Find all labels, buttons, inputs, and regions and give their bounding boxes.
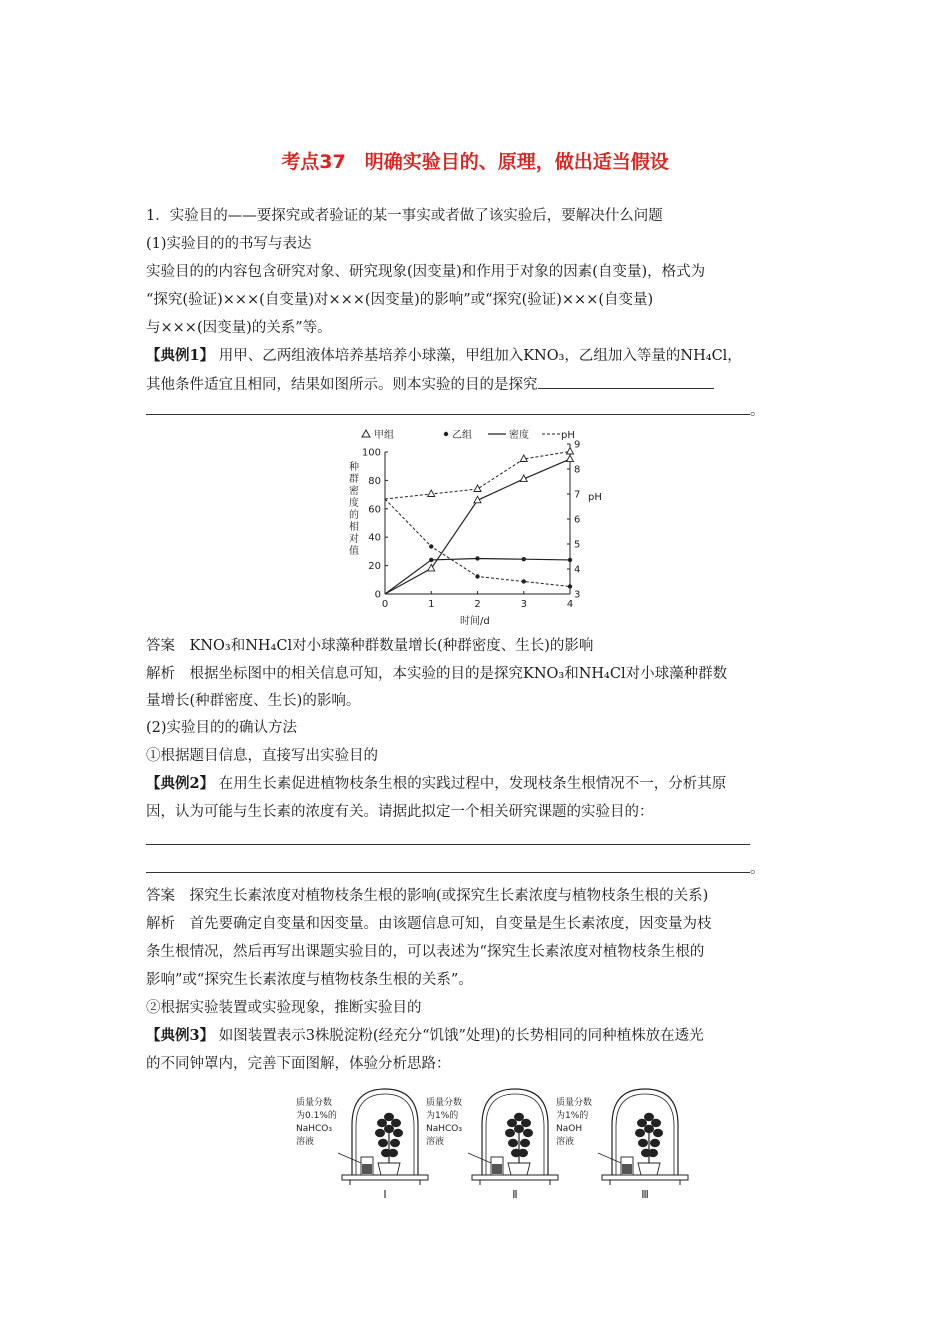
plant-pot <box>378 1163 400 1175</box>
x-tick-label: 4 <box>566 599 574 610</box>
plant-leaf <box>637 1119 647 1127</box>
data-point-dot <box>522 579 526 583</box>
y-right-tick-label: 7 <box>574 489 581 501</box>
data-point-dot <box>475 556 479 560</box>
plant-leaf <box>644 1125 654 1133</box>
data-point-triangle <box>474 485 481 492</box>
legend-item: 甲组 <box>374 430 394 441</box>
answer-blank-line <box>146 830 750 851</box>
plant-leaf <box>390 1139 400 1147</box>
x-tick-label: 2 <box>474 599 481 610</box>
data-point-dot <box>429 544 433 548</box>
beaker-solution <box>362 1164 372 1174</box>
solution-label: 为1%的 <box>556 1111 589 1121</box>
base-plate <box>602 1175 688 1180</box>
label-pointer <box>338 1153 361 1163</box>
plant-leaf <box>388 1149 398 1157</box>
solution-label: 为0.1%的 <box>296 1111 337 1121</box>
example-tag: 【典例2】 <box>146 775 215 792</box>
y-right-tick-label: 6 <box>574 514 581 526</box>
explanation-1b: 量增长(种群密度、生长)的影响。 <box>146 693 361 709</box>
text-line: (2)实验目的的确认方法 <box>146 720 298 736</box>
setup-numeral: Ⅲ <box>641 1188 649 1201</box>
example-text: 如图装置表示3株脱淀粉(经充分“饥饿”处理)的长势相同的同种植株放在透光 <box>218 1028 704 1044</box>
answer-blank[interactable] <box>146 400 750 415</box>
example-1-line-2 <box>146 374 714 395</box>
chart-legend <box>362 428 575 441</box>
plant-leaf <box>638 1139 648 1147</box>
bell-jar-apparatus-diagram <box>290 1083 690 1203</box>
solution-label: 溶液 <box>426 1137 445 1147</box>
label-pointer <box>598 1153 621 1163</box>
data-point-dot <box>568 584 572 588</box>
plant-leaf <box>384 1125 394 1133</box>
example-3-line <box>146 1026 704 1046</box>
explanation-2: 解析 首先要确定自变量和因变量。由该题信息可知，自变量是生长素浓度，因变量为枝 <box>146 916 712 932</box>
plant-leaf <box>518 1149 528 1157</box>
y-right-tick-label: 8 <box>574 464 581 476</box>
bell-jar-setup <box>426 1089 558 1201</box>
plant-leaf <box>648 1149 658 1157</box>
solution-label: 质量分数 <box>556 1098 593 1108</box>
text-line: (1)实验目的的书写与表达 <box>146 236 312 252</box>
plant-leaf <box>651 1119 661 1127</box>
data-point-dot <box>522 557 526 561</box>
example-2-line-2: 因，认为可能与生长素的浓度有关。请据此拟定一个相关研究课题的实验目的： <box>146 804 654 820</box>
plant-leaf <box>635 1129 645 1137</box>
answer-blank-line <box>146 858 765 879</box>
y-right-tick-label: 4 <box>574 564 581 576</box>
bell-jar-setup <box>556 1089 688 1201</box>
plant-leaf <box>375 1129 385 1137</box>
plant-leaf <box>523 1129 533 1137</box>
solution-label: NaHCO₃ <box>426 1124 462 1134</box>
data-point-dot <box>475 574 479 578</box>
bell-jar-setup <box>296 1089 428 1201</box>
beaker-solution <box>622 1164 632 1174</box>
y-right-tick-label: 5 <box>574 539 581 551</box>
answer-blank[interactable] <box>538 374 714 389</box>
period: 。 <box>750 861 765 877</box>
plant-leaf <box>508 1139 518 1147</box>
text-line: ②根据实验装置或实验现象，推断实验目的 <box>146 1000 422 1016</box>
answer-blank-line <box>146 400 765 421</box>
example-2-line <box>146 774 726 794</box>
line-chart <box>338 422 618 634</box>
example-tag: 【典例3】 <box>146 1027 215 1044</box>
answer-2: 答案 探究生长素浓度对植物枝条生根的影响(或探究生长素浓度与植物枝条生根的关系) <box>146 888 709 904</box>
example-tag: 【典例1】 <box>146 347 215 364</box>
data-point-triangle <box>567 448 574 455</box>
period: 。 <box>750 403 765 419</box>
y-axis-left-title: 种群密度的相对值 <box>349 462 359 557</box>
plant-leaf <box>378 1139 388 1147</box>
base-plate <box>472 1175 558 1180</box>
beaker-solution <box>492 1164 502 1174</box>
example-text: 其他条件适宜且相同，结果如图所示。则本实验的目的是探究 <box>146 377 538 393</box>
base-plate <box>342 1175 428 1180</box>
text-line: 1．实验目的——要探究或者验证的某一事实或者做了该实验后，要解决什么问题 <box>146 208 663 224</box>
plant-leaf <box>391 1119 401 1127</box>
label-pointer <box>468 1153 491 1163</box>
explanation-1: 解析 根据坐标图中的相关信息可知，本实验的目的是探究KNO₃和NH₄Cl对小球藻种群数 <box>146 666 728 682</box>
text-line: 与×××(因变量)的关系”等。 <box>146 320 332 336</box>
example-1-line <box>146 346 742 366</box>
y-axis-right-title: pH <box>588 492 602 503</box>
plant-pot <box>638 1163 660 1175</box>
x-tick-label: 3 <box>520 599 527 610</box>
page-title: 考点37 明确实验目的、原理，做出适当假设 <box>281 151 669 173</box>
x-axis-title: 时间/d <box>460 616 490 627</box>
text-line: ①根据题目信息，直接写出实验目的 <box>146 748 378 764</box>
setup-numeral: Ⅰ <box>383 1188 387 1201</box>
solution-label: 溶液 <box>296 1137 315 1147</box>
solution-label: 溶液 <box>556 1137 575 1147</box>
y-right-tick-label: 3 <box>574 589 581 601</box>
plant-leaf <box>384 1113 394 1121</box>
x-tick-label: 0 <box>381 599 389 610</box>
answer-blank[interactable] <box>146 830 750 845</box>
text-line: 实验目的的内容包含研究对象、研究现象(因变量)和作用于对象的因素(自变量)，格式为 <box>146 264 706 280</box>
setup-numeral: Ⅱ <box>512 1188 518 1201</box>
data-point-dot <box>429 558 433 562</box>
data-point-dot <box>568 558 572 562</box>
plant-leaf <box>514 1113 524 1121</box>
data-point-triangle <box>428 490 435 497</box>
solution-label: 为1%的 <box>426 1111 459 1121</box>
plant-leaf <box>507 1119 517 1127</box>
plant-leaf <box>505 1129 515 1137</box>
data-point-triangle <box>567 455 574 462</box>
y-left-tick-label: 100 <box>361 447 381 459</box>
legend-item: pH <box>561 430 575 441</box>
solution-label: 质量分数 <box>296 1098 333 1108</box>
y-left-tick-label: 40 <box>368 532 381 544</box>
plant-leaf <box>644 1113 654 1121</box>
example-text: 在用生长素促进植物枝条生根的实践过程中，发现枝条生根情况不一，分析其原 <box>218 776 727 792</box>
solution-label: NaOH <box>556 1124 583 1134</box>
explanation-2c: 影响”或“探究生长素浓度与植物枝条生根的关系”。 <box>146 972 473 988</box>
explanation-2b: 条生根情况，然后再写出课题实验目的，可以表述为“探究生长素浓度对植物枝条生根的 <box>146 944 705 960</box>
y-left-tick-label: 80 <box>368 475 381 487</box>
legend-item: 乙组 <box>452 430 472 441</box>
plant-leaf <box>650 1139 660 1147</box>
y-right-tick-label: 9 <box>574 439 581 451</box>
plant-pot <box>508 1163 530 1175</box>
x-tick-label: 1 <box>428 599 435 610</box>
example-3-line-2: 的不同钟罩内，完善下面图解，体验分析思路： <box>146 1056 451 1072</box>
y-left-tick-label: 20 <box>368 561 381 573</box>
plant-leaf <box>520 1139 530 1147</box>
text-line: “探究(验证)×××(自变量)对×××(因变量)的影响”或“探究(验证)×××(自变量) <box>146 292 654 308</box>
solution-label: 质量分数 <box>426 1098 463 1108</box>
y-left-tick-label: 0 <box>374 589 381 601</box>
example-text: 用甲、乙两组液体培养基培养小球藻，甲组加入KNO₃，乙组加入等量的NH₄Cl， <box>218 348 742 364</box>
answer-blank[interactable] <box>146 858 750 873</box>
answer-1: 答案 KNO₃和NH₄Cl对小球藻种群数量增长(种群密度、生长)的影响 <box>146 638 594 654</box>
legend-item: 密度 <box>509 430 529 441</box>
plant-leaf <box>521 1119 531 1127</box>
plant-leaf <box>377 1119 387 1127</box>
plant-leaf <box>514 1125 524 1133</box>
y-left-tick-label: 60 <box>368 504 381 516</box>
solution-label: NaHCO₃ <box>296 1124 332 1134</box>
plant-leaf <box>393 1129 403 1137</box>
plant-leaf <box>653 1129 663 1137</box>
